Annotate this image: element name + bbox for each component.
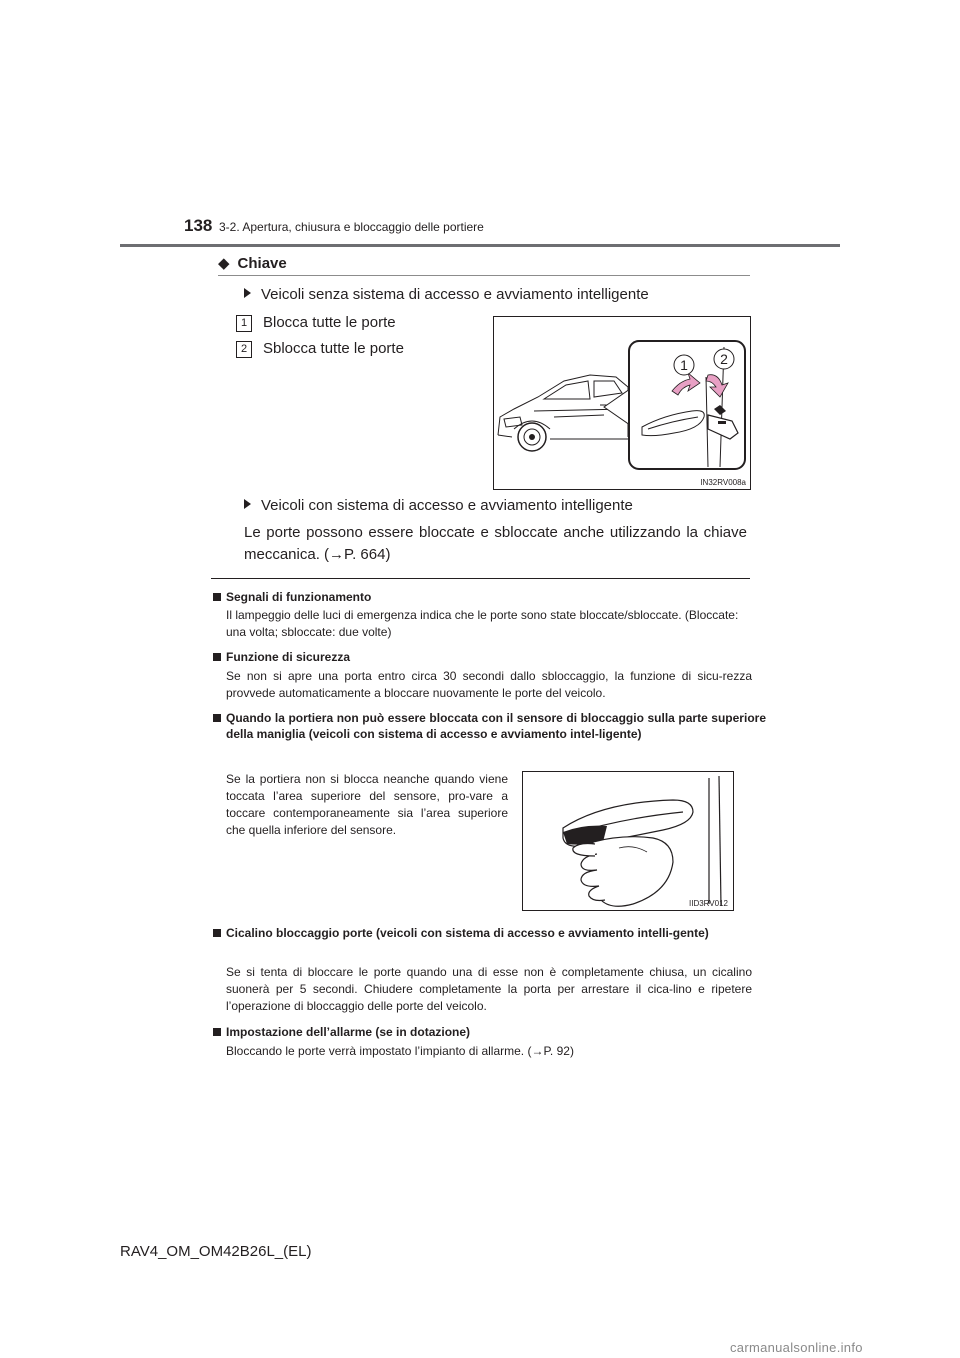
car-key-drawing (494, 317, 750, 489)
section-heading (218, 254, 287, 272)
note-title-lock-sensor: Quando la portiera non può essere bloccata con il sensore di bloccaggio sulla parte superiore della maniglia (veicoli con sistema di accesso e avviamento intel-ligente) (213, 710, 766, 742)
triangle-right-icon (244, 499, 251, 509)
callout-1: 1 (680, 357, 688, 373)
note-body-alarm-setting: Bloccando le porte verrà impostato l’impianto di allarme. (→P. 92) (226, 1044, 574, 1058)
square-bullet-icon (213, 714, 221, 722)
hand-handle-drawing (523, 772, 733, 910)
list-item-unlock (236, 340, 404, 358)
document-code: RAV4_OM_OM42B26L_(EL) (120, 1243, 312, 1260)
callout-2: 2 (720, 351, 728, 367)
subheading-text: Veicoli senza sistema di accesso e avviamento intelligente (261, 286, 649, 303)
list-item-lock (236, 314, 396, 332)
subheading-with-smart-key (244, 497, 633, 514)
figure-code: IN32RV008a (700, 478, 746, 487)
subheading-text: Veicoli con sistema di accesso e avviamento intelligente (261, 497, 633, 514)
note-title-alarm-setting: Impostazione dell’allarme (se in dotazione) (213, 1024, 753, 1040)
square-bullet-icon (213, 593, 221, 601)
square-bullet-icon (213, 929, 221, 937)
figure-code: IID3RV012 (689, 899, 728, 908)
note-body-lock-sensor: Se la portiera non si blocca neanche quando viene toccata l’area superiore del sensore, pro-vare a toccare contemporaneamente sia l’area superiore che quella inferiore del sensore. (226, 772, 508, 837)
subheading-without-smart-key (244, 286, 649, 303)
triangle-right-icon (244, 288, 251, 298)
list-item-label: Sblocca tutte le porte (263, 340, 404, 357)
list-item-label: Blocca tutte le porte (263, 314, 396, 331)
note-title-security-function: Funzione di sicurezza (213, 649, 753, 665)
diamond-icon: ◆ (218, 255, 230, 272)
handle-sensor-illustration (522, 771, 734, 911)
note-title-operation-signals: Segnali di funzionamento (213, 589, 753, 605)
note-body-door-buzzer: Se si tenta di bloccare le porte quando una di esse non è completamente chiusa, un cicalino suonerà per 5 secondi. Chiudere completamente la porta per arrestare il cica-lino e ripetere l’operazione di bloccaggio delle porte del veicolo. (226, 965, 752, 1013)
section-title: 3-2. Apertura, chiusura e bloccaggio delle portiere (219, 220, 484, 234)
mechanical-key-paragraph: Le porte possono essere bloccate e sbloccate anche utilizzando la chiave meccanica. (→P. 664) (244, 524, 747, 563)
page-number: 138 (184, 216, 213, 235)
notes-divider (211, 578, 750, 579)
number-badge: 1 (236, 315, 252, 332)
number-badge: 2 (236, 341, 252, 358)
square-bullet-icon (213, 653, 221, 661)
watermark-text: carmanualsonline.info (730, 1340, 863, 1355)
note-body-security-function: Se non si apre una porta entro circa 30 secondi dallo sbloccaggio, la funzione di sicu-rezza provvede automaticamente a bloccare nuovamente le porte del veicolo. (226, 669, 752, 700)
note-body-operation-signals: Il lampeggio delle luci di emergenza indica che le porte sono state bloccate/sbloccate. (Bloccate: una volta; sbloccate: due volte) (226, 608, 739, 639)
key-illustration (493, 316, 751, 490)
header-divider (120, 244, 840, 247)
section-heading-text: Chiave (237, 255, 287, 272)
heading-divider (218, 275, 750, 276)
note-title-door-buzzer: Cicalino bloccaggio porte (veicoli con sistema di accesso e avviamento intelli-gente) (213, 925, 766, 941)
square-bullet-icon (213, 1028, 221, 1036)
